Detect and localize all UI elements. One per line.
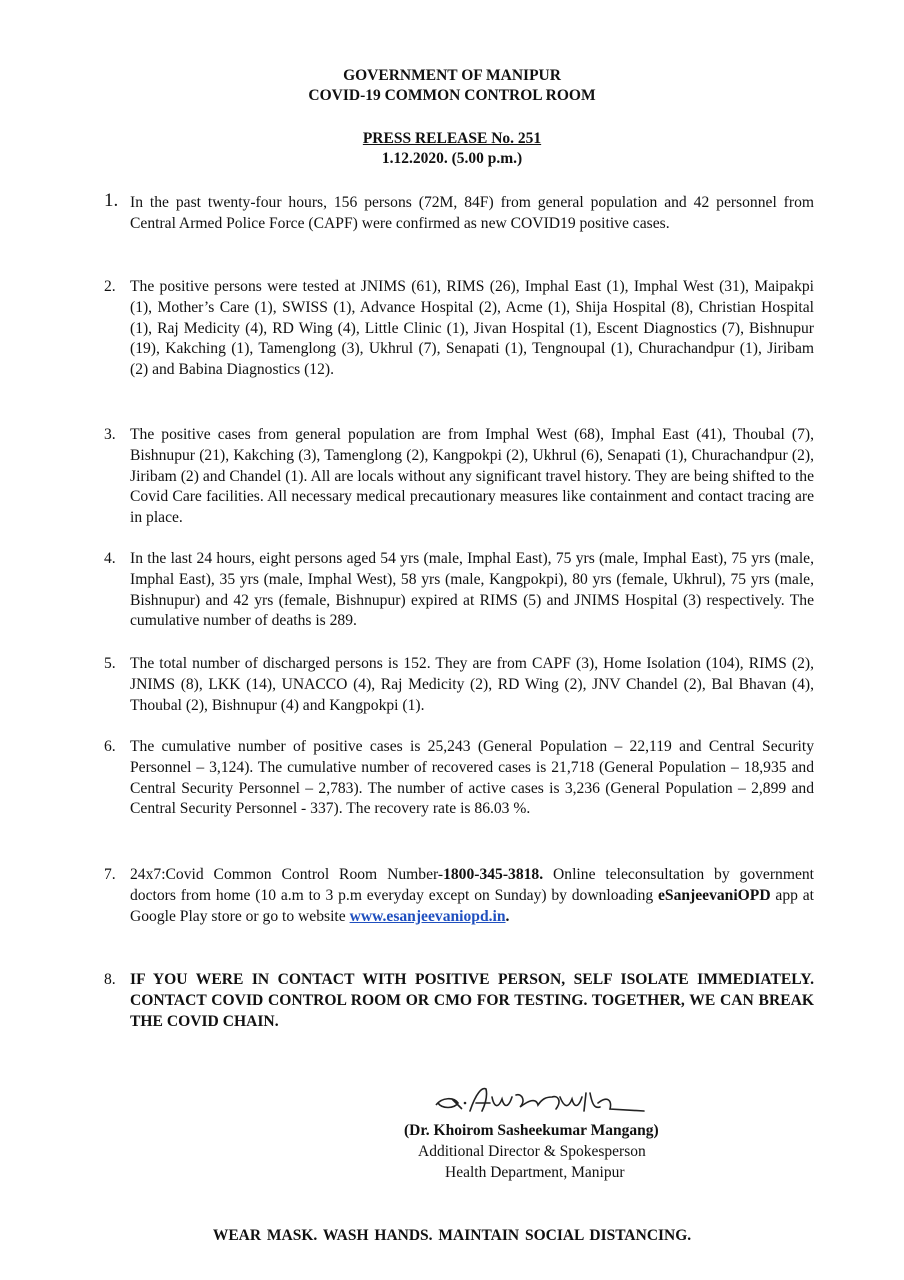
footer-slogan: WEAR MASK. WASH HANDS. MAINTAIN SOCIAL DISTANCING. — [212, 1227, 692, 1244]
helpline-number: 1800-345-3818. — [443, 866, 544, 883]
signatory-role: Additional Director & Spokesperson — [418, 1143, 646, 1160]
item-text: The cumulative number of positive cases is 25,243 (General Population – 22,119 and Central Security Personnel – 3,124). The cumulative number of recovered cases is 21,718 (General Population – 18,935 and Central Security Personnel – 2,783). The number of active cases is 3,236 (General Population – 2,899 and Central Security Personnel - 337). The recovery rate is 86.03 %. — [130, 738, 814, 818]
item-number: 8. — [104, 971, 116, 988]
control-room-heading: COVID-19 COMMON CONTROL ROOM — [308, 87, 596, 104]
signature-image — [432, 1083, 652, 1119]
list-item-4 — [104, 549, 814, 632]
item-text: In the last 24 hours, eight persons aged 54 yrs (male, Imphal East), 75 yrs (male, Imphal East), 75 yrs (male, Imphal East), 35 yrs (male, Imphal West), 58 yrs (male, Kangpokpi), 80 yrs (female, Ukhrul), 75 yrs (male, Bishnupur) and 42 yrs (female, Bishnupur) expired at RIMS (5) and JNIMS Hospital (3) respectively. The cumulative number of deaths is 289. — [130, 550, 814, 630]
list-item-8 — [104, 970, 814, 1032]
teleconsult-text: Online teleconsultation by government doctors from home (10 a.m to 3 p.m everyday except on Sunday) by downloading — [130, 866, 815, 904]
item-text: The positive cases from general population are from Imphal West (68), Imphal East (41), Thoubal (7), Bishnupur (21), Kakching (3), Tamenglong (2), Kangpokpi (2), Ukhrul (6), Senapati (1), Churachandpur (2), Jiribam (2) and Chandel (1). All are locals without any significant travel history. They are being shifted to the Covid Care facilities. All necessary medical precautionary measures like containment and contact tracing are in place. — [130, 426, 814, 527]
app-name: eSanjeevaniOPD — [657, 886, 771, 904]
item-number: 4. — [104, 550, 116, 567]
list-item-7 — [104, 865, 814, 927]
item-number: 7. — [104, 866, 116, 883]
store-text: app at Google Play store or go to website — [130, 886, 814, 925]
helpline-prefix: 24x7:Covid Common Control Room Number- — [130, 866, 444, 883]
item-number: 3. — [104, 426, 116, 443]
item-text: The positive persons were tested at JNIMS (61), RIMS (26), Imphal East (1), Imphal West (31), Maipakpi (1), Mother’s Care (1), SWISS (1), Advance Hospital (2), Acme (1), Shija Hospital (8), Christian Hospital (1), Raj Medicity (4), RD Wing (4), Little Clinic (1), Jivan Hospital (1), Escent Diagnostics (7), Bishnupur (19), Kakching (1), Tamenglong (3), Ukhrul (7), Senapati (1), Tengnoupal (1), Churachandpur (1), Jiribam (2) and Babina Diagnostics (12). — [130, 278, 814, 379]
list-item-1 — [104, 190, 814, 235]
link-end: . — [505, 907, 510, 925]
list-item-5 — [104, 654, 814, 716]
list-item-2 — [104, 277, 814, 381]
government-heading: GOVERNMENT OF MANIPUR — [343, 67, 561, 84]
item-text-warning: IF YOU WERE IN CONTACT WITH POSITIVE PERSON, SELF ISOLATE IMMEDIATELY. CONTACT COVID CONTROL ROOM OR CMO FOR TESTING. TOGETHER, WE CAN BREAK THE COVID CHAIN. — [130, 971, 814, 1030]
item-text: In the past twenty-four hours, 156 persons (72M, 84F) from general population and 42 personnel from Central Armed Police Force (CAPF) were confirmed as new COVID19 positive cases. — [130, 194, 814, 232]
list-item-3 — [104, 425, 814, 529]
item-number: 1. — [104, 190, 119, 211]
item-number: 6. — [104, 738, 116, 755]
signatory-name: (Dr. Khoirom Sasheekumar Mangang) — [404, 1122, 659, 1139]
list-item-6 — [104, 737, 814, 820]
release-date: 1.12.2020. (5.00 p.m.) — [381, 150, 523, 167]
item-text — [130, 865, 814, 927]
item-text: The total number of discharged persons is 152. They are from CAPF (3), Home Isolation (104), RIMS (2), JNIMS (8), LKK (14), UNACCO (4), Raj Medicity (2), RD Wing (2), JNV Chandel (2), Bal Bhavan (4), Thoubal (2), Bishnupur (4) and Kangpokpi (1). — [130, 655, 814, 714]
website-link[interactable]: www.esanjeevaniopd.in — [349, 907, 506, 925]
signatory-department: Health Department, Manipur — [445, 1164, 625, 1181]
press-release-number: PRESS RELEASE No. 251 — [362, 130, 542, 147]
item-number: 2. — [104, 278, 116, 295]
item-number: 5. — [104, 655, 116, 672]
